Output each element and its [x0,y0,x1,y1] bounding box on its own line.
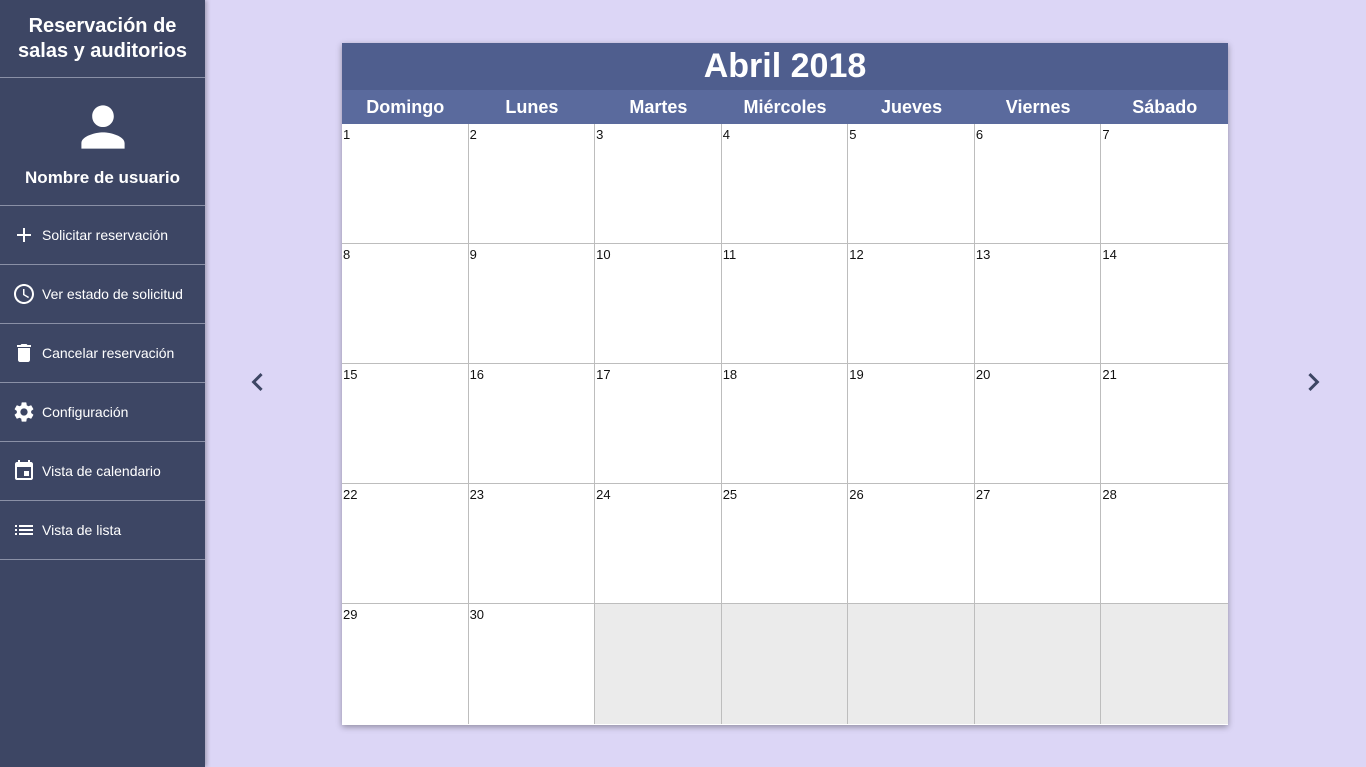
day-cell[interactable]: 28 [1101,484,1228,604]
calendar [342,43,1228,725]
calendar-icon [12,459,36,483]
day-cell[interactable]: 23 [469,484,596,604]
weekday-label: Lunes [505,96,559,117]
day-cell[interactable]: 27 [975,484,1102,604]
weekday-label: Viernes [1005,96,1071,117]
day-cell[interactable]: 1 [342,124,469,244]
clock-icon [12,282,36,306]
menu-item-settings[interactable] [0,383,205,442]
day-cell[interactable]: 15 [342,364,469,484]
weekday-header [342,90,1228,124]
empty-day-cell [1101,604,1228,724]
day-cell[interactable]: 11 [722,244,849,364]
day-cell[interactable]: 10 [595,244,722,364]
empty-day-cell [975,604,1102,724]
day-grid [342,124,1228,724]
menu-item-label: Vista de lista [42,522,122,538]
day-cell[interactable]: 26 [848,484,975,604]
weekday-label: Martes [629,96,688,117]
user-icon [76,100,130,154]
menu-item-calendar-view[interactable] [0,442,205,501]
chevron-right-icon [1294,364,1330,400]
sidebar [0,0,205,767]
day-cell[interactable]: 22 [342,484,469,604]
menu-item-cancel[interactable] [0,324,205,383]
app-title: Reservación de salas y auditorios [0,0,205,78]
day-cell[interactable]: 2 [469,124,596,244]
day-cell[interactable]: 16 [469,364,596,484]
user-block [0,78,205,206]
empty-day-cell [722,604,849,724]
month-title: Abril 2018 [342,43,1228,90]
day-cell[interactable]: 8 [342,244,469,364]
day-cell[interactable]: 13 [975,244,1102,364]
day-cell[interactable]: 29 [342,604,469,724]
day-cell[interactable]: 21 [1101,364,1228,484]
day-cell[interactable]: 19 [848,364,975,484]
day-cell[interactable]: 3 [595,124,722,244]
day-cell[interactable]: 7 [1101,124,1228,244]
weekday-label: Sábado [1132,96,1198,117]
gear-icon [12,400,36,424]
user-name: Nombre de usuario [25,168,180,187]
day-cell[interactable]: 4 [722,124,849,244]
day-cell[interactable]: 12 [848,244,975,364]
menu-item-label: Vista de calendario [42,463,161,479]
chevron-left-icon [241,364,277,400]
menu-item-list-view[interactable] [0,501,205,560]
trash-icon [12,341,36,365]
plus-icon [12,223,36,247]
weekday-label: Jueves [881,96,943,117]
list-icon [12,518,36,542]
day-cell[interactable]: 20 [975,364,1102,484]
menu-item-label: Ver estado de solicitud [42,286,183,302]
menu-item-label: Cancelar reservación [42,345,175,361]
day-cell[interactable]: 5 [848,124,975,244]
menu-item-label: Configuración [42,404,129,420]
day-cell[interactable]: 30 [469,604,596,724]
day-cell[interactable]: 14 [1101,244,1228,364]
previous-month-button[interactable] [241,364,277,400]
empty-day-cell [848,604,975,724]
menu-item-label: Solicitar reservación [42,227,169,243]
empty-day-cell [595,604,722,724]
day-cell[interactable]: 25 [722,484,849,604]
day-cell[interactable]: 17 [595,364,722,484]
next-month-button[interactable] [1294,364,1330,400]
day-cell[interactable]: 9 [469,244,596,364]
menu-item-status[interactable] [0,265,205,324]
menu-item-request[interactable] [0,206,205,265]
day-cell[interactable]: 18 [722,364,849,484]
day-cell[interactable]: 6 [975,124,1102,244]
weekday-label: Domingo [366,96,445,117]
weekday-label: Miércoles [743,96,827,117]
day-cell[interactable]: 24 [595,484,722,604]
